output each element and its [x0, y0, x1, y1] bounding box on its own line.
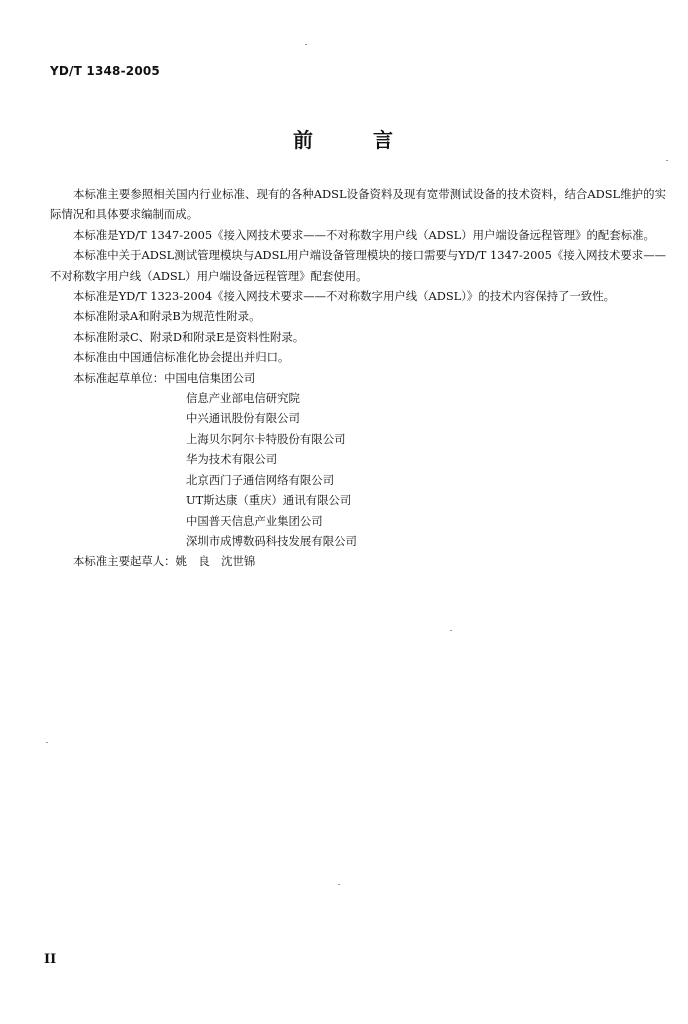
drafters-line: 本标准主要起草人：姚 良 沈世锦 — [73, 554, 256, 569]
title-char-2: 言 — [373, 128, 395, 152]
scan-speck — [338, 884, 340, 885]
paragraph-basis: 本标准主要参照相关国内行业标准、现有的各种ADSL设备资料及现有宽带测试设备的技术资料，结合ADSL维护的实际情况和具体要求编制而成。 — [50, 187, 666, 222]
drafting-org: 华为技术有限公司 — [186, 452, 278, 467]
paragraph-proposer: 本标准由中国通信标准化协会提出并归口。 — [73, 350, 290, 365]
drafting-org: UT斯达康（重庆）通讯有限公司 — [186, 493, 352, 508]
paragraph-informative-annex: 本标准附录C、附录D和附录E是资料性附录。 — [73, 329, 305, 344]
drafting-units-label: 本标准起草单位：中国电信集团公司 — [73, 370, 256, 385]
page-number: II — [44, 952, 57, 967]
paragraph-normative-annex: 本标准附录A和附录B为规范性附录。 — [73, 309, 261, 324]
drafting-org: 上海贝尔阿尔卡特股份有限公司 — [186, 431, 346, 446]
scan-speck — [450, 630, 452, 631]
paragraph-interface: 本标准中关于ADSL测试管理模块与ADSL用户端设备管理模块的接口需要与YD/T 1347-2005《接入网技术要求——不对称数字用户线（ADSL）用户端设备远程管理》配套使用。 — [50, 248, 666, 283]
paragraph-companion: 本标准是YD/T 1347-2005《接入网技术要求——不对称数字用户线（ADSL）用户端设备远程管理》的配套标准。 — [73, 227, 655, 242]
drafting-org: 中国普天信息产业集团公司 — [186, 513, 323, 528]
title-char-1: 前 — [293, 128, 315, 152]
drafting-org: 信息产业部电信研究院 — [186, 391, 300, 406]
drafting-org: 深圳市成博数码科技发展有限公司 — [186, 533, 357, 548]
page-title — [0, 124, 688, 153]
standard-code: YD/T 1348-2005 — [50, 64, 160, 78]
drafting-org: 中兴通讯股份有限公司 — [186, 411, 300, 426]
scan-speck — [46, 742, 48, 743]
paragraph-consistency: 本标准是YD/T 1323-2004《接入网技术要求——不对称数字用户线（ADSL）》的技术内容保持了一致性。 — [73, 289, 616, 304]
preface-body — [50, 184, 666, 572]
scan-speck — [666, 160, 668, 161]
scan-speck — [305, 44, 307, 45]
drafting-org: 北京西门子通信网络有限公司 — [186, 472, 335, 487]
